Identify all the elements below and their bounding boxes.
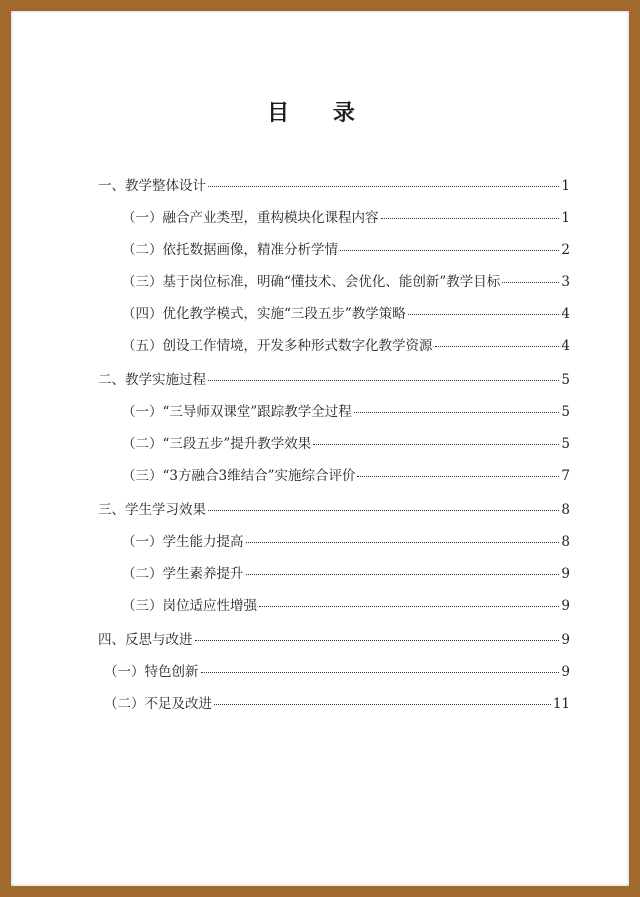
toc-page-number: 3 (561, 274, 570, 290)
toc-leader-dots (208, 379, 559, 381)
toc-entry-title: 二、教学实施过程 (98, 372, 206, 388)
toc-leader-dots (340, 249, 559, 251)
toc-page-number: 9 (561, 598, 570, 614)
toc-entry-title: （一）“三导师双课堂”跟踪教学全过程 (122, 404, 352, 420)
toc-leader-dots (259, 605, 559, 607)
toc-entry-title: 四、反思与改进 (98, 632, 193, 648)
toc-page-number: 1 (561, 210, 570, 226)
toc-page-number: 8 (561, 502, 570, 518)
toc-page-number: 1 (561, 178, 570, 194)
toc-page-number: 4 (561, 338, 570, 354)
toc-entry[interactable] (104, 660, 570, 680)
toc-entry-title: （二）依托数据画像，精准分析学情 (122, 242, 338, 258)
toc-leader-dots (381, 217, 560, 219)
toc-leader-dots (201, 671, 560, 673)
toc-entry[interactable] (104, 692, 570, 712)
toc-leader-dots (208, 509, 559, 511)
page-title: 目 录 (267, 100, 373, 126)
toc-entry-title: （一）特色创新 (104, 664, 199, 680)
toc-leader-dots (354, 411, 560, 413)
toc-entry-title: （四）优化教学模式，实施“三段五步”教学策略 (122, 306, 406, 322)
toc-entry[interactable] (98, 498, 570, 518)
toc-leader-dots (502, 281, 559, 283)
toc-entry[interactable] (98, 174, 570, 194)
toc-page-number: 5 (561, 436, 570, 452)
toc-entry[interactable] (122, 530, 570, 550)
toc-entry-title: 一、教学整体设计 (98, 178, 206, 194)
toc-entry[interactable] (122, 270, 570, 290)
toc-leader-dots (313, 443, 559, 445)
toc-entry[interactable] (122, 432, 570, 452)
toc-entry-title: （三）“3方融合3维结合”实施综合评价 (122, 468, 356, 484)
toc-entry[interactable] (122, 302, 570, 322)
toc-page-number: 11 (552, 696, 570, 712)
toc-leader-dots (195, 639, 560, 641)
toc-entry[interactable] (122, 400, 570, 420)
toc-page-number: 8 (561, 534, 570, 550)
toc-entry[interactable] (122, 594, 570, 614)
toc-entry-title: （三）基于岗位标准，明确“懂技术、会优化、能创新”教学目标 (122, 274, 501, 290)
toc-entry-title: （二）学生素养提升 (122, 566, 244, 582)
toc-leader-dots (246, 573, 560, 575)
toc-entry-title: 三、学生学习效果 (98, 502, 206, 518)
toc-page-number: 5 (561, 372, 570, 388)
toc-page-number: 9 (561, 566, 570, 582)
toc-page-number: 5 (561, 404, 570, 420)
toc-entry[interactable] (98, 628, 570, 648)
toc-entry[interactable] (98, 368, 570, 388)
toc-leader-dots (246, 541, 560, 543)
toc-entry[interactable] (122, 334, 570, 354)
toc-entry-title: （三）岗位适应性增强 (122, 598, 257, 614)
toc-page-number: 2 (561, 242, 570, 258)
toc-leader-dots (208, 185, 559, 187)
toc-leader-dots (435, 345, 560, 347)
toc-entry-title: （二）不足及改进 (104, 696, 212, 712)
toc-entry[interactable] (122, 562, 570, 582)
toc-leader-dots (214, 703, 551, 705)
toc-leader-dots (408, 313, 560, 315)
toc-entry-title: （五）创设工作情境，开发多种形式数字化教学资源 (122, 338, 433, 354)
toc-leader-dots (357, 475, 559, 477)
toc-page-number: 7 (561, 468, 570, 484)
toc-entry-title: （一）融合产业类型，重构模块化课程内容 (122, 210, 379, 226)
toc-entry[interactable] (122, 464, 570, 484)
toc-entry[interactable] (122, 238, 570, 258)
toc-entry[interactable] (122, 206, 570, 226)
toc-page-number: 4 (561, 306, 570, 322)
toc-page-number: 9 (561, 664, 570, 680)
toc-entry-title: （一）学生能力提高 (122, 534, 244, 550)
toc-page-number: 9 (561, 632, 570, 648)
toc-entry-title: （二）“三段五步”提升教学效果 (122, 436, 312, 452)
